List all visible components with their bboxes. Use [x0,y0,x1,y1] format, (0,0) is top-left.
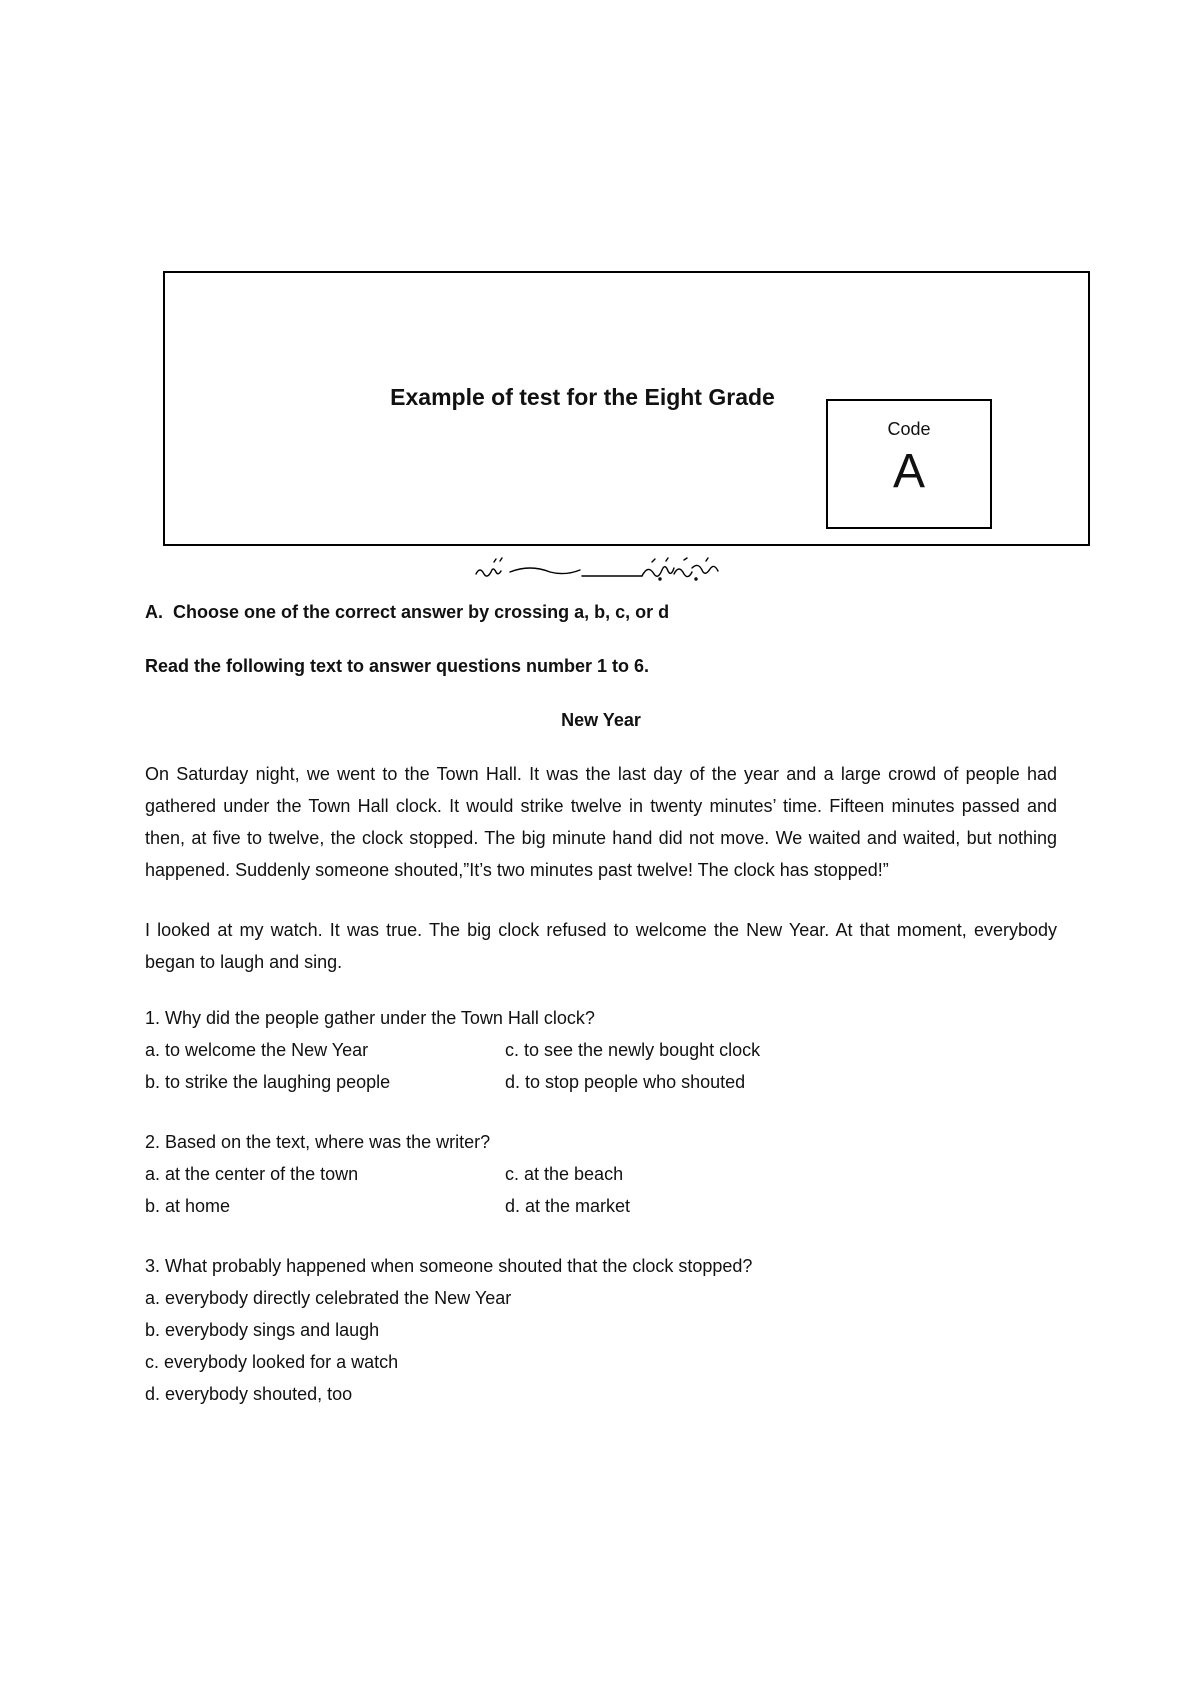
test-title: Example of test for the Eight Grade [390,384,775,410]
option-b[interactable]: b. everybody sings and laugh [145,1320,380,1340]
question-3 [145,1250,1057,1410]
section-instruction-text: Choose one of the correct answer by crossing a, b, c, or d [173,602,670,622]
test-content [145,596,1057,1410]
option-a[interactable]: a. at the center of the town [145,1164,359,1184]
option-d[interactable]: d. everybody shouted, too [145,1384,353,1404]
code-box [826,399,992,529]
basmala-calligraphy-icon [470,556,732,582]
option-d[interactable]: d. to stop people who shouted [505,1072,746,1092]
option-d[interactable]: d. at the market [505,1196,631,1216]
question-text: 2. Based on the text, where was the writer? [145,1132,491,1152]
option-c[interactable]: c. to see the newly bought clock [505,1040,761,1060]
text-paragraph-1: On Saturday night, we went to the Town Hall. It was the last day of the year and a large crowd of people had gathered under the Town Hall clock. It would strike twelve in twenty minutes’ time. Fifteen minutes passed and then, at five to twelve, the clock stopped. The big minute hand did not move. We waited and waited, but nothing happened. Suddenly someone shouted,”It’s two minutes past twelve! The clock has stopped!” [145,764,1057,880]
header-box [163,271,1090,546]
option-c[interactable]: c. at the beach [505,1164,624,1184]
option-b[interactable]: b. to strike the laughing people [145,1072,391,1092]
text-title: New Year [561,710,641,730]
code-label: Code [887,419,931,439]
section-instruction [145,596,1057,628]
question-1 [145,1002,1057,1098]
option-a[interactable]: a. to welcome the New Year [145,1040,369,1060]
option-b[interactable]: b. at home [145,1196,231,1216]
option-a[interactable]: a. everybody directly celebrated the New Year [145,1288,512,1308]
text-paragraph-2: I looked at my watch. It was true. The big clock refused to welcome the New Year. At that moment, everybody began to laugh and sing. [145,920,1057,972]
question-text: 1. Why did the people gather under the Town Hall clock? [145,1008,595,1028]
code-value: A [892,445,925,498]
reading-instruction: Read the following text to answer questions number 1 to 6. [145,656,650,676]
question-text: 3. What probably happened when someone shouted that the clock stopped? [145,1256,753,1276]
option-c[interactable]: c. everybody looked for a watch [145,1352,399,1372]
section-label: A. [145,602,163,622]
question-2 [145,1126,1057,1222]
